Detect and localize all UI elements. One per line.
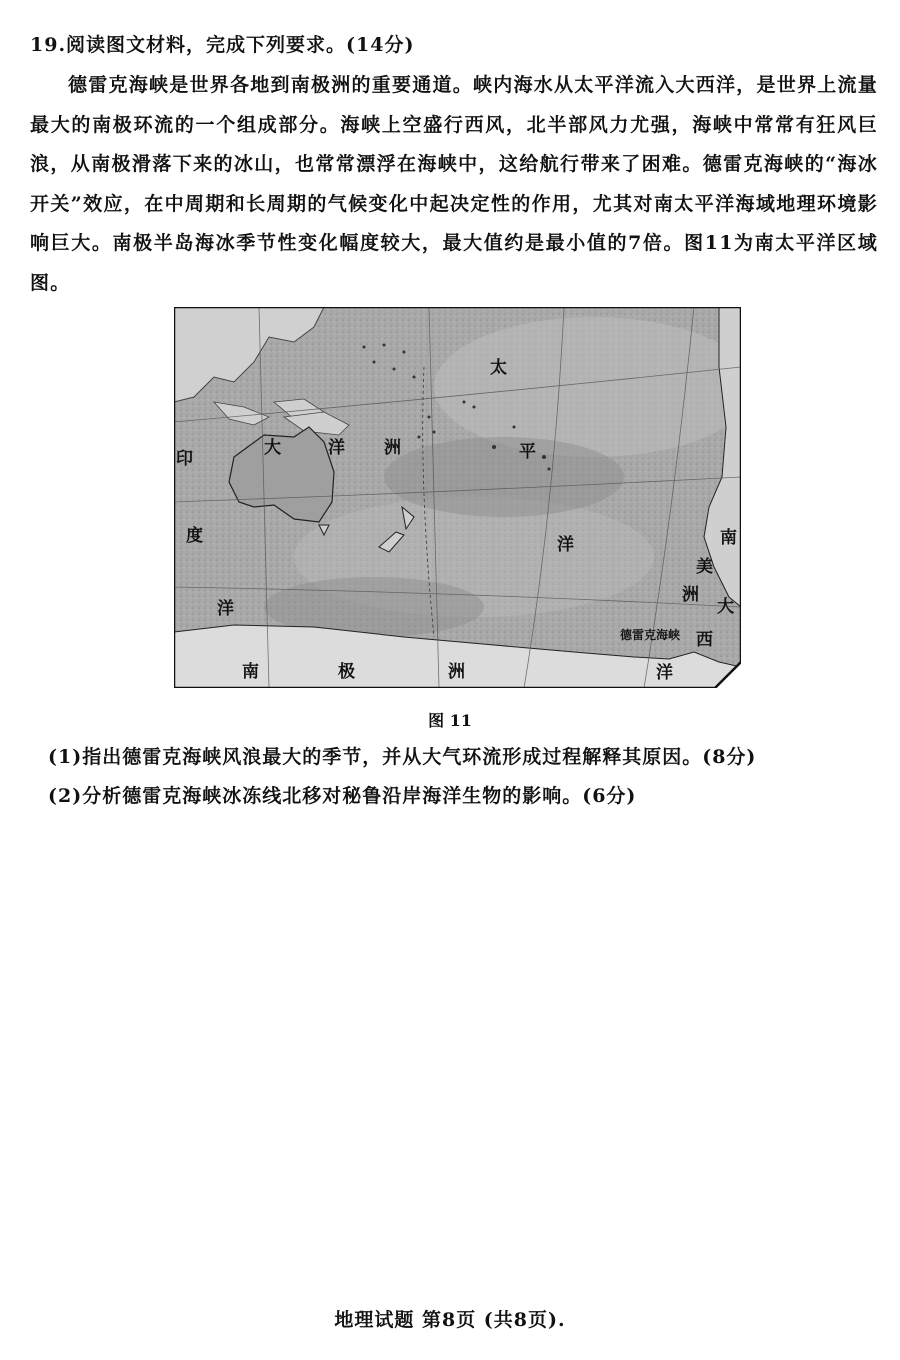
map-label-drake-passage: 德雷克海峡 [620,628,681,642]
map-label-ji: 极 [338,662,355,682]
map-label-yin: 印 [176,449,193,469]
page-footer: 地理试题 第8页 (共8页). [334,1309,566,1331]
map-label-yang-oceania: 洋 [328,438,345,458]
map-label-zhou-antarctica: 洲 [448,662,465,682]
map-label-tai: 太 [490,358,507,378]
passage-text: 德雷克海峡是世界各地到南极洲的重要通道。峡内海水从太平洋流入大西洋，是世界上流量最大的南极环流的一个组成部分。海峡上空盛行西风，北半部风力尤强，海峡中常常有狂风巨浪，从南极滑落下来的冰山，也常常漂浮在海峡中，这给航行带来了困难。德雷克海峡的“海冰开关”效应，在中周期和长周期的气候变化中起决定性的作用，尤其对南太平洋海域地理环境影响巨大。南极半岛海冰季节性变化幅度较大，最大值约是最小值的7倍。图11为南太平洋区域图。 [30,74,878,294]
map-label-yang-pacific: 洋 [557,535,574,555]
sub-question-2: (2)分析德雷克海峡冰冻线北移对秘鲁沿岸海洋生物的影响。(6分) [48,785,637,807]
map-label-du: 度 [186,526,203,546]
map-label-da: 大 [264,438,281,458]
map-label-yang-indian: 洋 [217,599,234,619]
south-pacific-map [174,307,741,688]
passage [30,66,878,303]
map-figure [174,307,741,688]
question-header: 19.阅读图文材料，完成下列要求。(14分) [30,34,415,56]
map-label-yang-atlantic: 洋 [656,663,673,683]
figure-caption: 图 11 [428,711,472,730]
map-label-zhou-oceania: 洲 [384,438,401,458]
map-label-nan-antarctica: 南 [242,662,259,682]
map-label-ping: 平 [519,442,536,462]
sub-question-1: (1)指出德雷克海峡风浪最大的季节，并从大气环流形成过程解释其原因。(8分) [48,746,757,768]
map-label-zhou-america: 洲 [682,585,699,605]
map-label-da-atlantic: 大 [717,597,734,617]
map-label-mei: 美 [696,557,713,577]
map-label-nan-america: 南 [720,528,737,548]
map-label-xi-atlantic: 西 [696,630,713,650]
